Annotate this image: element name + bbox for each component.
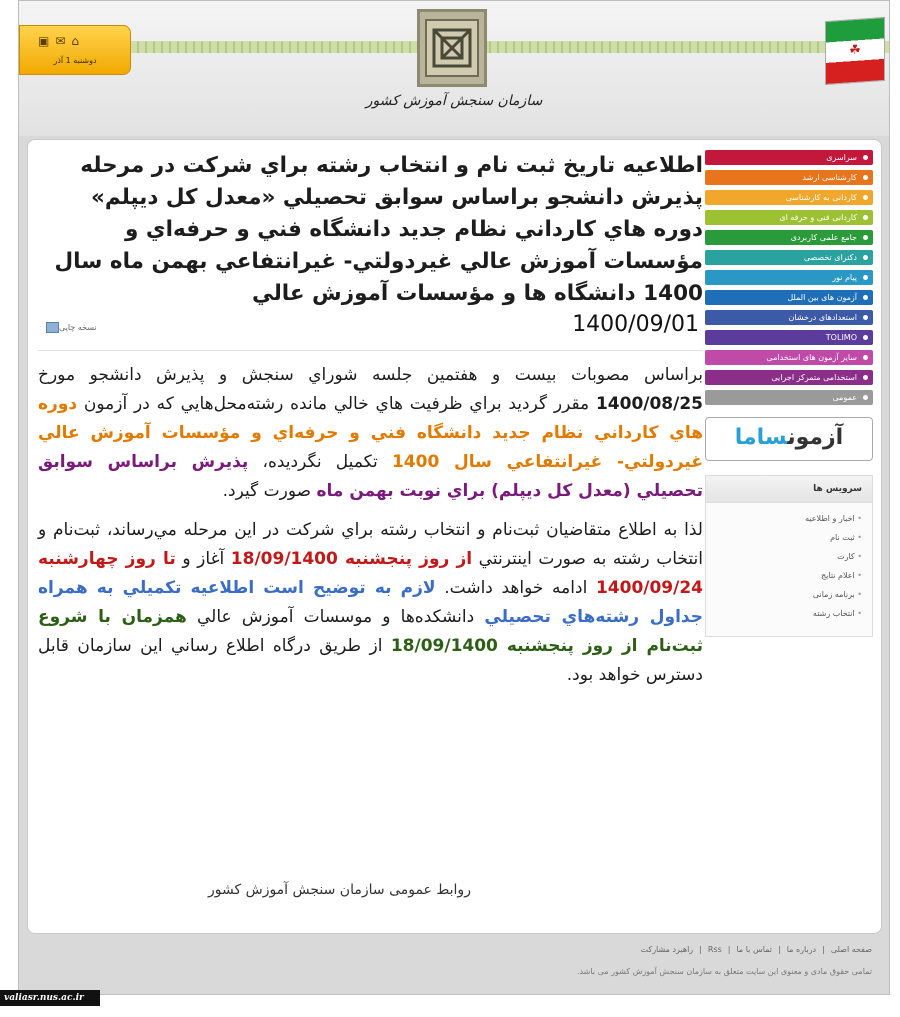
p2-text-1: لذا به اطلاع متقاضيان ثبت‌نام و انتخاب رشته براي شركت در اين مرحله مي‌رساند، ثبت‌نام و انتخاب رشته به صورت اينترنتي (38, 520, 703, 569)
footer-separator: | (727, 945, 731, 954)
footer-link[interactable]: صفحه اصلی (830, 945, 872, 954)
p2-highlight-blue: لازم به توضيح است اطلاعيه تكميلي به همراه جداول رشته‌هاي تحصيلي (38, 578, 703, 627)
footer-separator: | (699, 945, 702, 954)
sidebar (705, 150, 873, 637)
footer-link[interactable]: Rss (707, 945, 722, 954)
menu-item[interactable]: آزمون های بین الملل (705, 290, 873, 305)
help-icon[interactable]: ▣ (38, 34, 56, 48)
menu-item[interactable]: عمومی (705, 390, 873, 405)
p2-text-3: ادامه خواهد داشت. (444, 578, 596, 598)
source-watermark: valiasr.nus.ac.ir (0, 990, 100, 1006)
services-list (706, 503, 872, 623)
services-box (705, 475, 873, 637)
p1-text-4: صورت گيرد. (222, 481, 317, 501)
menu-item[interactable]: TOLIMO (705, 330, 873, 345)
menu-item[interactable]: دکترای تخصصی (705, 250, 873, 265)
footer-link[interactable]: تماس با ما (736, 945, 772, 954)
paragraph-1 (38, 361, 703, 506)
p1-text-2: مقرر گرديد براي ظرفيت هاي خالي مانده رشته‌محل‌هايي كه در آزمون (77, 394, 596, 414)
copyright: تمامی حقوق مادی و معنوی این سایت متعلق به سازمان سنجش آموزش کشور می باشد. (576, 967, 872, 976)
p2-end-date: تا روز چهارشنبه 1400/09/24 (38, 549, 703, 598)
p1-highlight-purple: پذيرش براساس سوابق تحصيلي (معدل كل ديپلم) براي نوبت بهمن ماه (38, 452, 703, 501)
footer-link[interactable]: درباره ما (786, 945, 817, 954)
signature: روابط عمومی سازمان سنجش آموزش کشور (208, 882, 471, 898)
menu-item[interactable]: جامع علمی کاربردی (705, 230, 873, 245)
service-link[interactable]: • انتخاب رشته (706, 604, 862, 623)
service-link[interactable]: • اخبار و اطلاعیه (706, 509, 862, 528)
p1-highlight-orange: دوره هاي كارداني نظام جديد دانشگاه فني و حرفه‌اي و مؤسسات آموزش عالي غيردولتي- غيرانتفاعي سال 1400 (38, 394, 703, 472)
footer-separator: | (778, 945, 781, 954)
footer-separator: | (822, 945, 825, 954)
article-dateline (38, 310, 703, 351)
content-panel (27, 139, 882, 934)
services-title: سرویس ها (706, 476, 872, 503)
page-frame (18, 0, 890, 995)
paragraph-2 (38, 516, 703, 690)
site-footer (27, 939, 882, 989)
print-label[interactable]: نسخه چاپی (59, 323, 97, 332)
menu-item[interactable]: سایر آزمون های استخدامی (705, 350, 873, 365)
p2-highlight-green: همزمان با شروع ثبت‌نام از روز پنجشنبه 18/09/1400 (38, 607, 703, 656)
sama-exam-banner[interactable] (705, 417, 873, 461)
header-date: دوشنبه 1 آذر (53, 56, 97, 65)
p2-text-5: از طريق درگاه اطلاع رساني اين سازمان قابل دسترس خواهد بود. (38, 636, 703, 685)
brand-part-2[interactable]: ساما (734, 425, 788, 450)
p2-text-4: دانشكده‌ها و موسسات آموزش عالي (186, 607, 485, 627)
service-link[interactable]: • اعلام نتایج (706, 566, 862, 585)
service-link[interactable]: • ثبت نام (706, 528, 862, 547)
date-widget (19, 25, 131, 75)
menu-item[interactable]: استعدادهای درخشان (705, 310, 873, 325)
footer-links (635, 945, 872, 954)
p1-text-1: براساس مصوبات بيست و هفتمين جلسه شوراي سنجش و پذيرش دانشجو مورخ (38, 365, 703, 385)
site-header (19, 1, 889, 136)
home-icon[interactable]: ⌂ (71, 34, 86, 48)
menu-item[interactable]: پیام نور (705, 270, 873, 285)
article (38, 150, 703, 690)
menu-item[interactable]: کاردانی به کارشناسی (705, 190, 873, 205)
print-button[interactable] (42, 322, 97, 333)
p1-date: 1400/08/25 (595, 394, 703, 414)
menu-item[interactable]: سراسری (705, 150, 873, 165)
p1-text-3: تكميل نگرديده، (248, 452, 392, 472)
iran-flag-icon: ☘ (825, 17, 885, 85)
p2-text-2: آغاز و (175, 549, 231, 569)
p2-start-date: از روز پنجشنبه 18/09/1400 (230, 549, 473, 569)
menu-item[interactable]: کارشناسی ارشد (705, 170, 873, 185)
service-link[interactable]: • برنامه زمانی (706, 585, 862, 604)
exam-menu (705, 150, 873, 405)
menu-item[interactable]: کاردانی فنی و حرفه ای (705, 210, 873, 225)
organization-name: سازمان سنجش آموزش کشور (365, 93, 543, 109)
article-date: 1400/09/01 (572, 312, 699, 337)
menu-item[interactable]: استخدامی متمرکز اجرایی (705, 370, 873, 385)
printer-icon[interactable] (46, 322, 59, 333)
service-link[interactable]: • کارت (706, 547, 862, 566)
article-title: اطلاعيه تاريخ ثبت نام و انتخاب رشته براي شركت در مرحله پذيرش دانشجو براساس سوابق تحصيلي «معدل كل ديپلم» دوره هاي كارداني نظام جديد دانشگاه فني و حرفه‌اي و مؤسسات آموزش عالي غيردولتي- غيرانتفاعي بهمن ماه سال 1400 دانشگاه ها و مؤسسات آموزش عالي (54, 153, 703, 306)
mail-icon[interactable]: ✉ (55, 34, 72, 48)
brand-part-1[interactable]: آزمون (787, 425, 844, 450)
footer-link[interactable]: راهبرد مشارکت (640, 945, 694, 954)
organization-logo-icon[interactable] (417, 9, 487, 87)
